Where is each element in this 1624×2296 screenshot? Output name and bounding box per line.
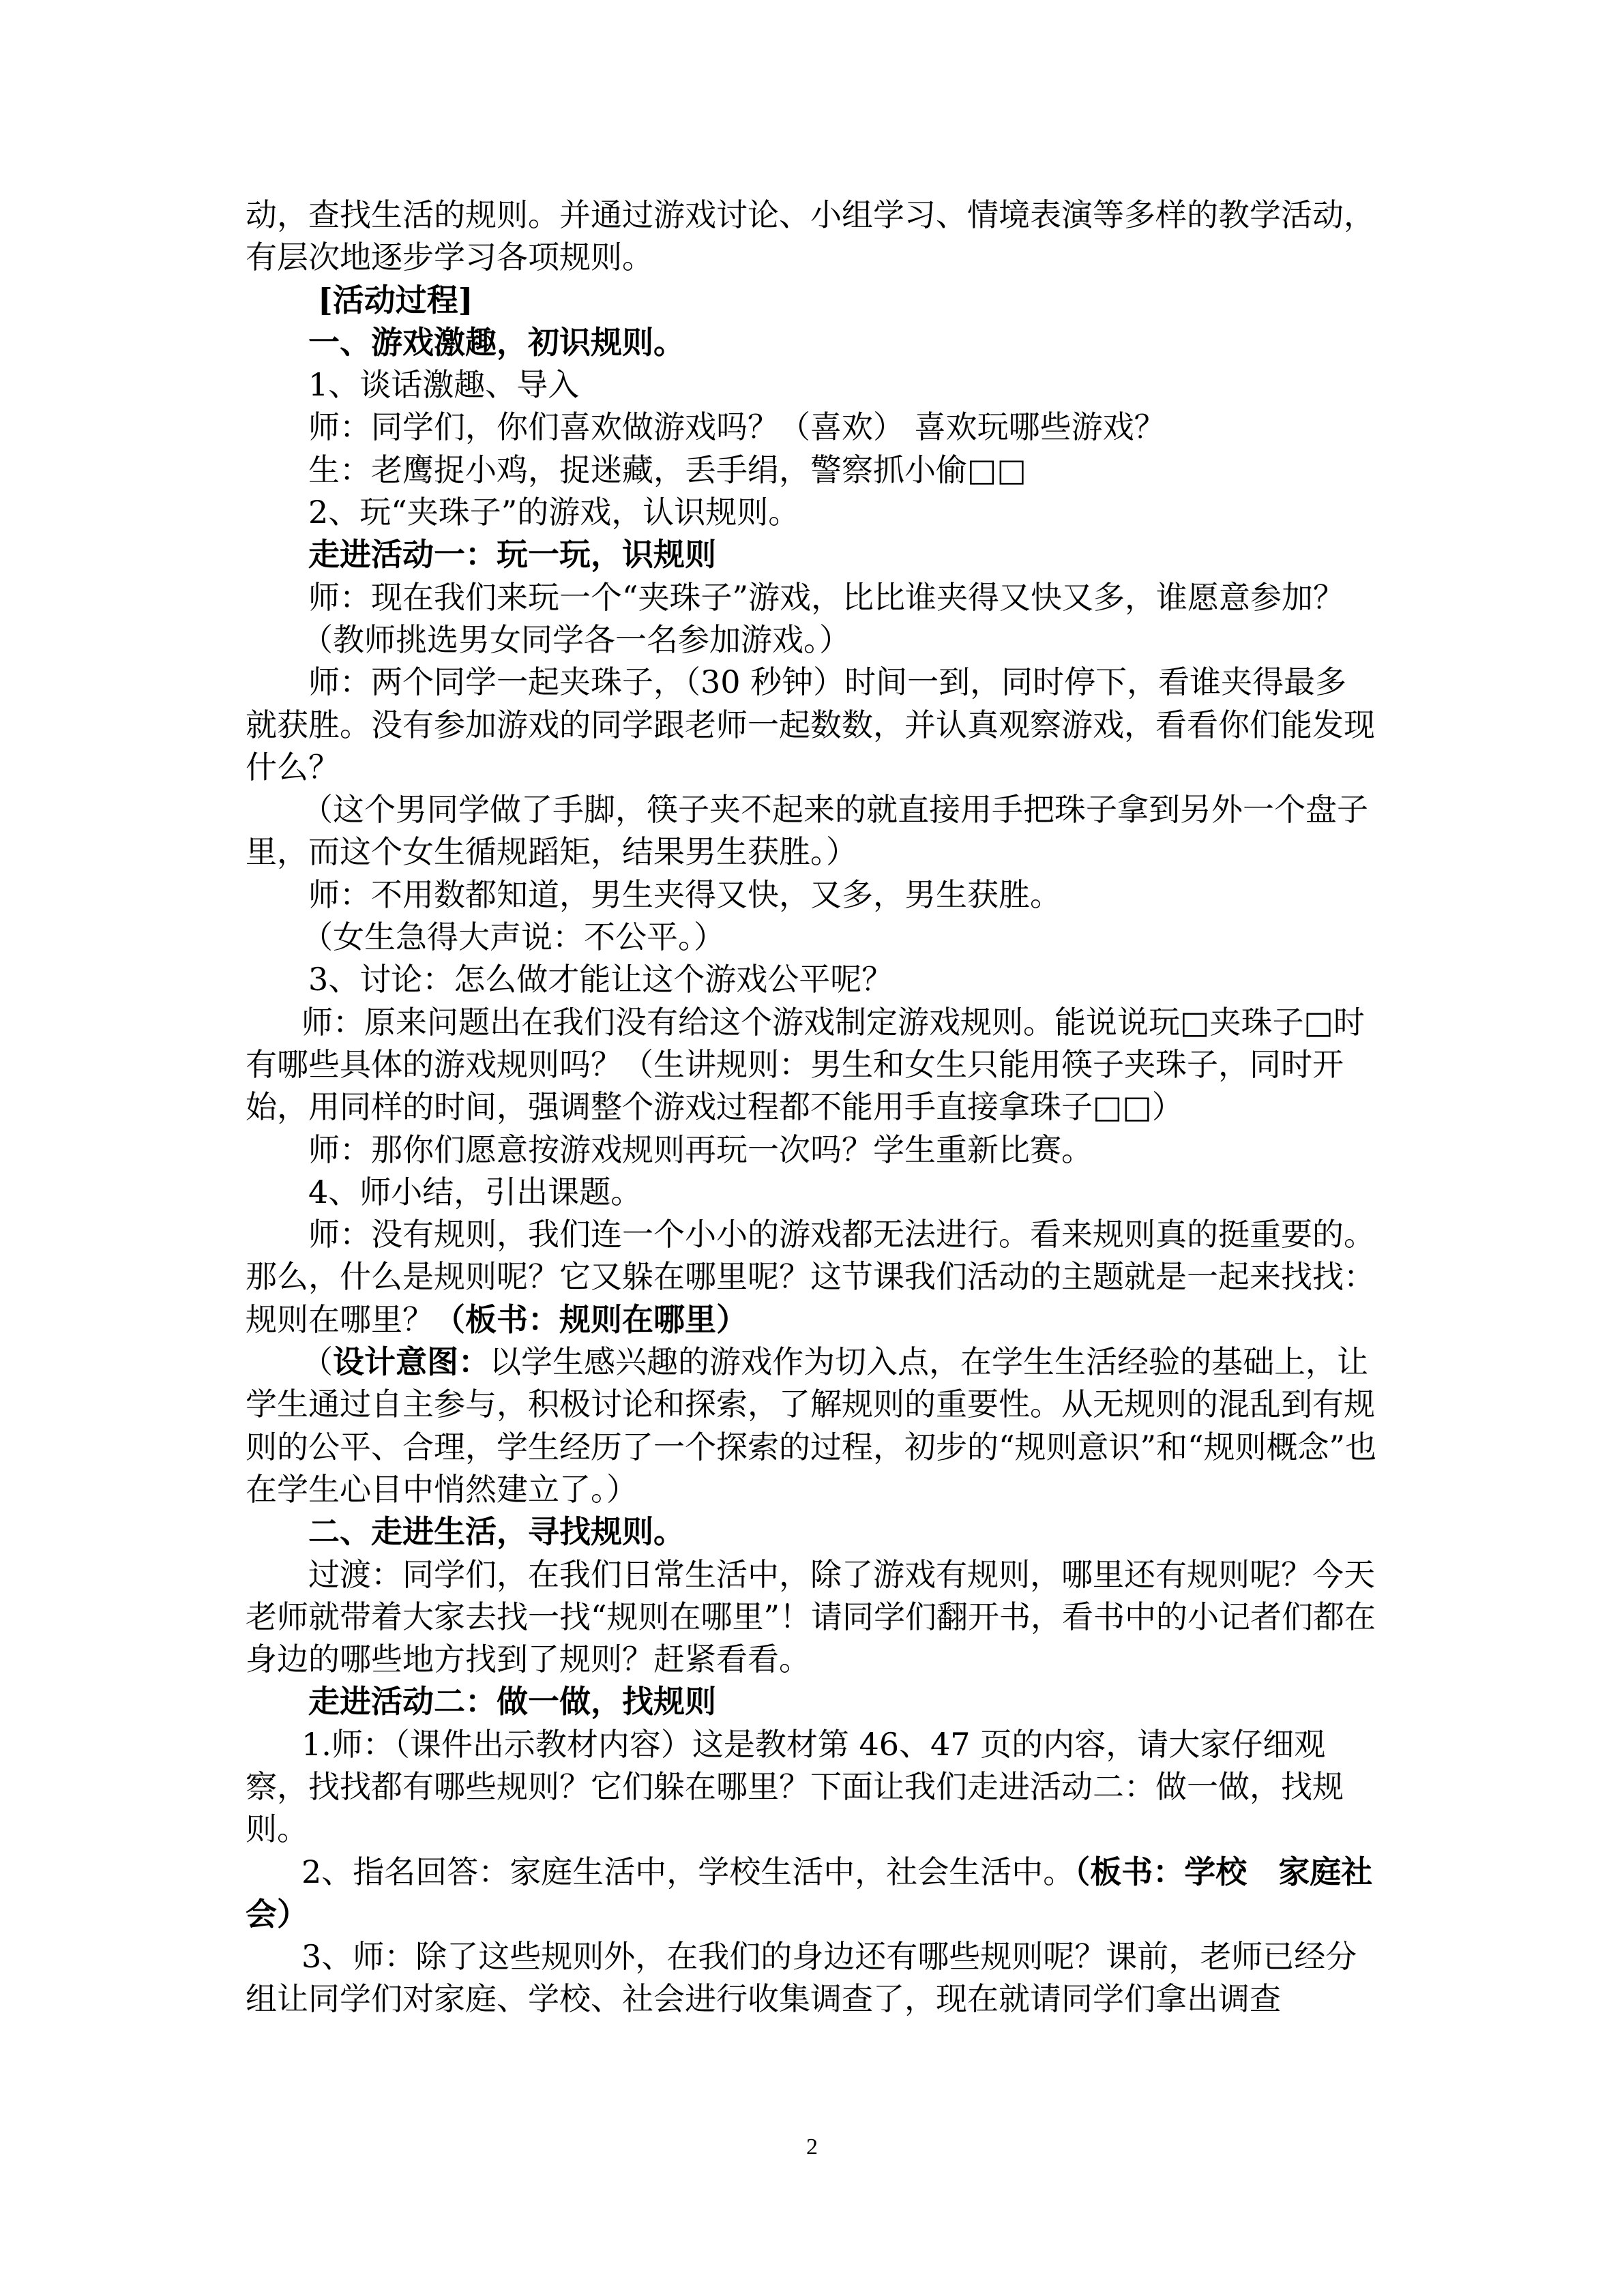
paragraph: 师：现在我们来玩一个“夹珠子”游戏，比比谁夹得又快又多，谁愿意参加？ xyxy=(308,578,1345,616)
paragraph: 师：那你们愿意按游戏规则再玩一次吗？学生重新比赛。 xyxy=(308,1131,1093,1168)
paragraph: 师：原来问题出在我们没有给这个游戏制定游戏规则。能说说玩□夹珠子□时有哪些具体的游戏规则吗？（生讲规则：男生和女生只能用筷子夹珠子，同时开始，用同样的时间，强调整个游戏过程都不能用手直接拿珠子□□） xyxy=(246,1003,1365,1126)
paragraph: （这个男同学做了手脚，筷子夹不起来的就直接用手把珠子拿到另外一个盘子里，而这个女生循规蹈矩，结果男生获胜。） xyxy=(246,791,1368,871)
section-heading: 二、走进生活，寻找规则。 xyxy=(308,1513,685,1551)
paragraph: 4、师小结，引出课题。 xyxy=(308,1173,643,1210)
paragraph-text: 师：没有规则，我们连一个小小的游戏都无法进行。看来规则真的挺重要的。那么，什么是规则呢？它又躲在哪里呢？这节课我们活动的主题就是一起来找找：规则在哪里？ xyxy=(246,1216,1375,1338)
section-heading: 一、游戏激趣，初识规则。 xyxy=(308,323,685,361)
paragraph: 2、玩“夹珠子”的游戏，认识规则。 xyxy=(308,494,800,531)
paragraph: （女生急得大声说：不公平。） xyxy=(301,919,725,956)
page-number: 2 xyxy=(806,2134,818,2160)
paragraph: 过渡：同学们，在我们日常生活中，除了游戏有规则，哪里还有规则呢？今天老师就带着大家去找一找“规则在哪里”！请同学们翻开书，看书中的小记者们都在身边的哪些地方找到了规则？赶紧看看。 xyxy=(246,1555,1376,1678)
activity-heading: 走进活动二：做一做，找规则 xyxy=(308,1683,716,1720)
board-note: （板书：规则在哪里） xyxy=(434,1300,748,1338)
paragraph xyxy=(246,1851,1378,1936)
paragraph: 生：老鹰捉小鸡，捉迷藏，丢手绢，警察抓小偷□□ xyxy=(308,451,1027,488)
paragraph: 3、讨论：怎么做才能让这个游戏公平呢？ xyxy=(308,961,894,998)
board-note: （板书：学校 家庭社会） xyxy=(246,1853,1373,1933)
paragraph: 师：同学们，你们喜欢做游戏吗？（喜欢） 喜欢玩哪些游戏？ xyxy=(308,408,1166,446)
paragraph: （教师挑选男女同学各一名参加游戏。） xyxy=(301,621,851,658)
activity-heading: 走进活动一：玩一玩，识规则 xyxy=(308,536,716,573)
paragraph: 1.师：（课件出示教材内容）这是教材第 46、47 页的内容，请大家仔细观察，找找都有哪些规则？它们躲在哪里？下面让我们走进活动二：做一做，找规则。 xyxy=(246,1725,1344,1848)
paragraph-text: 以学生感兴趣的游戏作为切入点，在学生生活经验的基础上，让学生通过自主参与，积极讨论和探索，了解规则的重要性。从无规则的混乱到有规则的公平、合理，学生经历了一个探索的过程，初步的“规则意识”和“规则概念”也在学生心目中悄然建立了。） xyxy=(246,1343,1377,1508)
design-intent-label: 设计意图： xyxy=(333,1343,490,1381)
paragraph: 1、谈话激趣、导入 xyxy=(308,366,580,404)
paragraph: 师：两个同学一起夹珠子，（30 秒钟）时间一到，同时停下，看谁夹得最多就获胜。没有参加游戏的同学跟老师一起数数，并认真观察游戏，看看你们能发现什么？ xyxy=(246,664,1375,786)
paragraph-text: 2、指名回答：家庭生活中，学校生活中，社会生活中。 xyxy=(301,1853,1075,1890)
design-intent-paragraph xyxy=(246,1341,1378,1510)
paragraph: 师：不用数都知道，男生夹得又快，又多，男生获胜。 xyxy=(308,876,1061,913)
paragraph-text: （ xyxy=(301,1343,333,1381)
document-body xyxy=(246,194,1378,2021)
paragraph: 3、师：除了这些规则外，在我们的身边还有哪些规则呢？课前，老师已经分组让同学们对家庭、学校、社会进行收集调查了，现在就请同学们拿出调查 xyxy=(246,1938,1357,2018)
paragraph xyxy=(246,1213,1378,1341)
section-heading: [活动过程] xyxy=(318,281,473,318)
paragraph: 动，查找生活的规则。并通过游戏讨论、小组学习、情境表演等多样的教学活动，有层次地逐步学习各项规则。 xyxy=(246,196,1375,276)
